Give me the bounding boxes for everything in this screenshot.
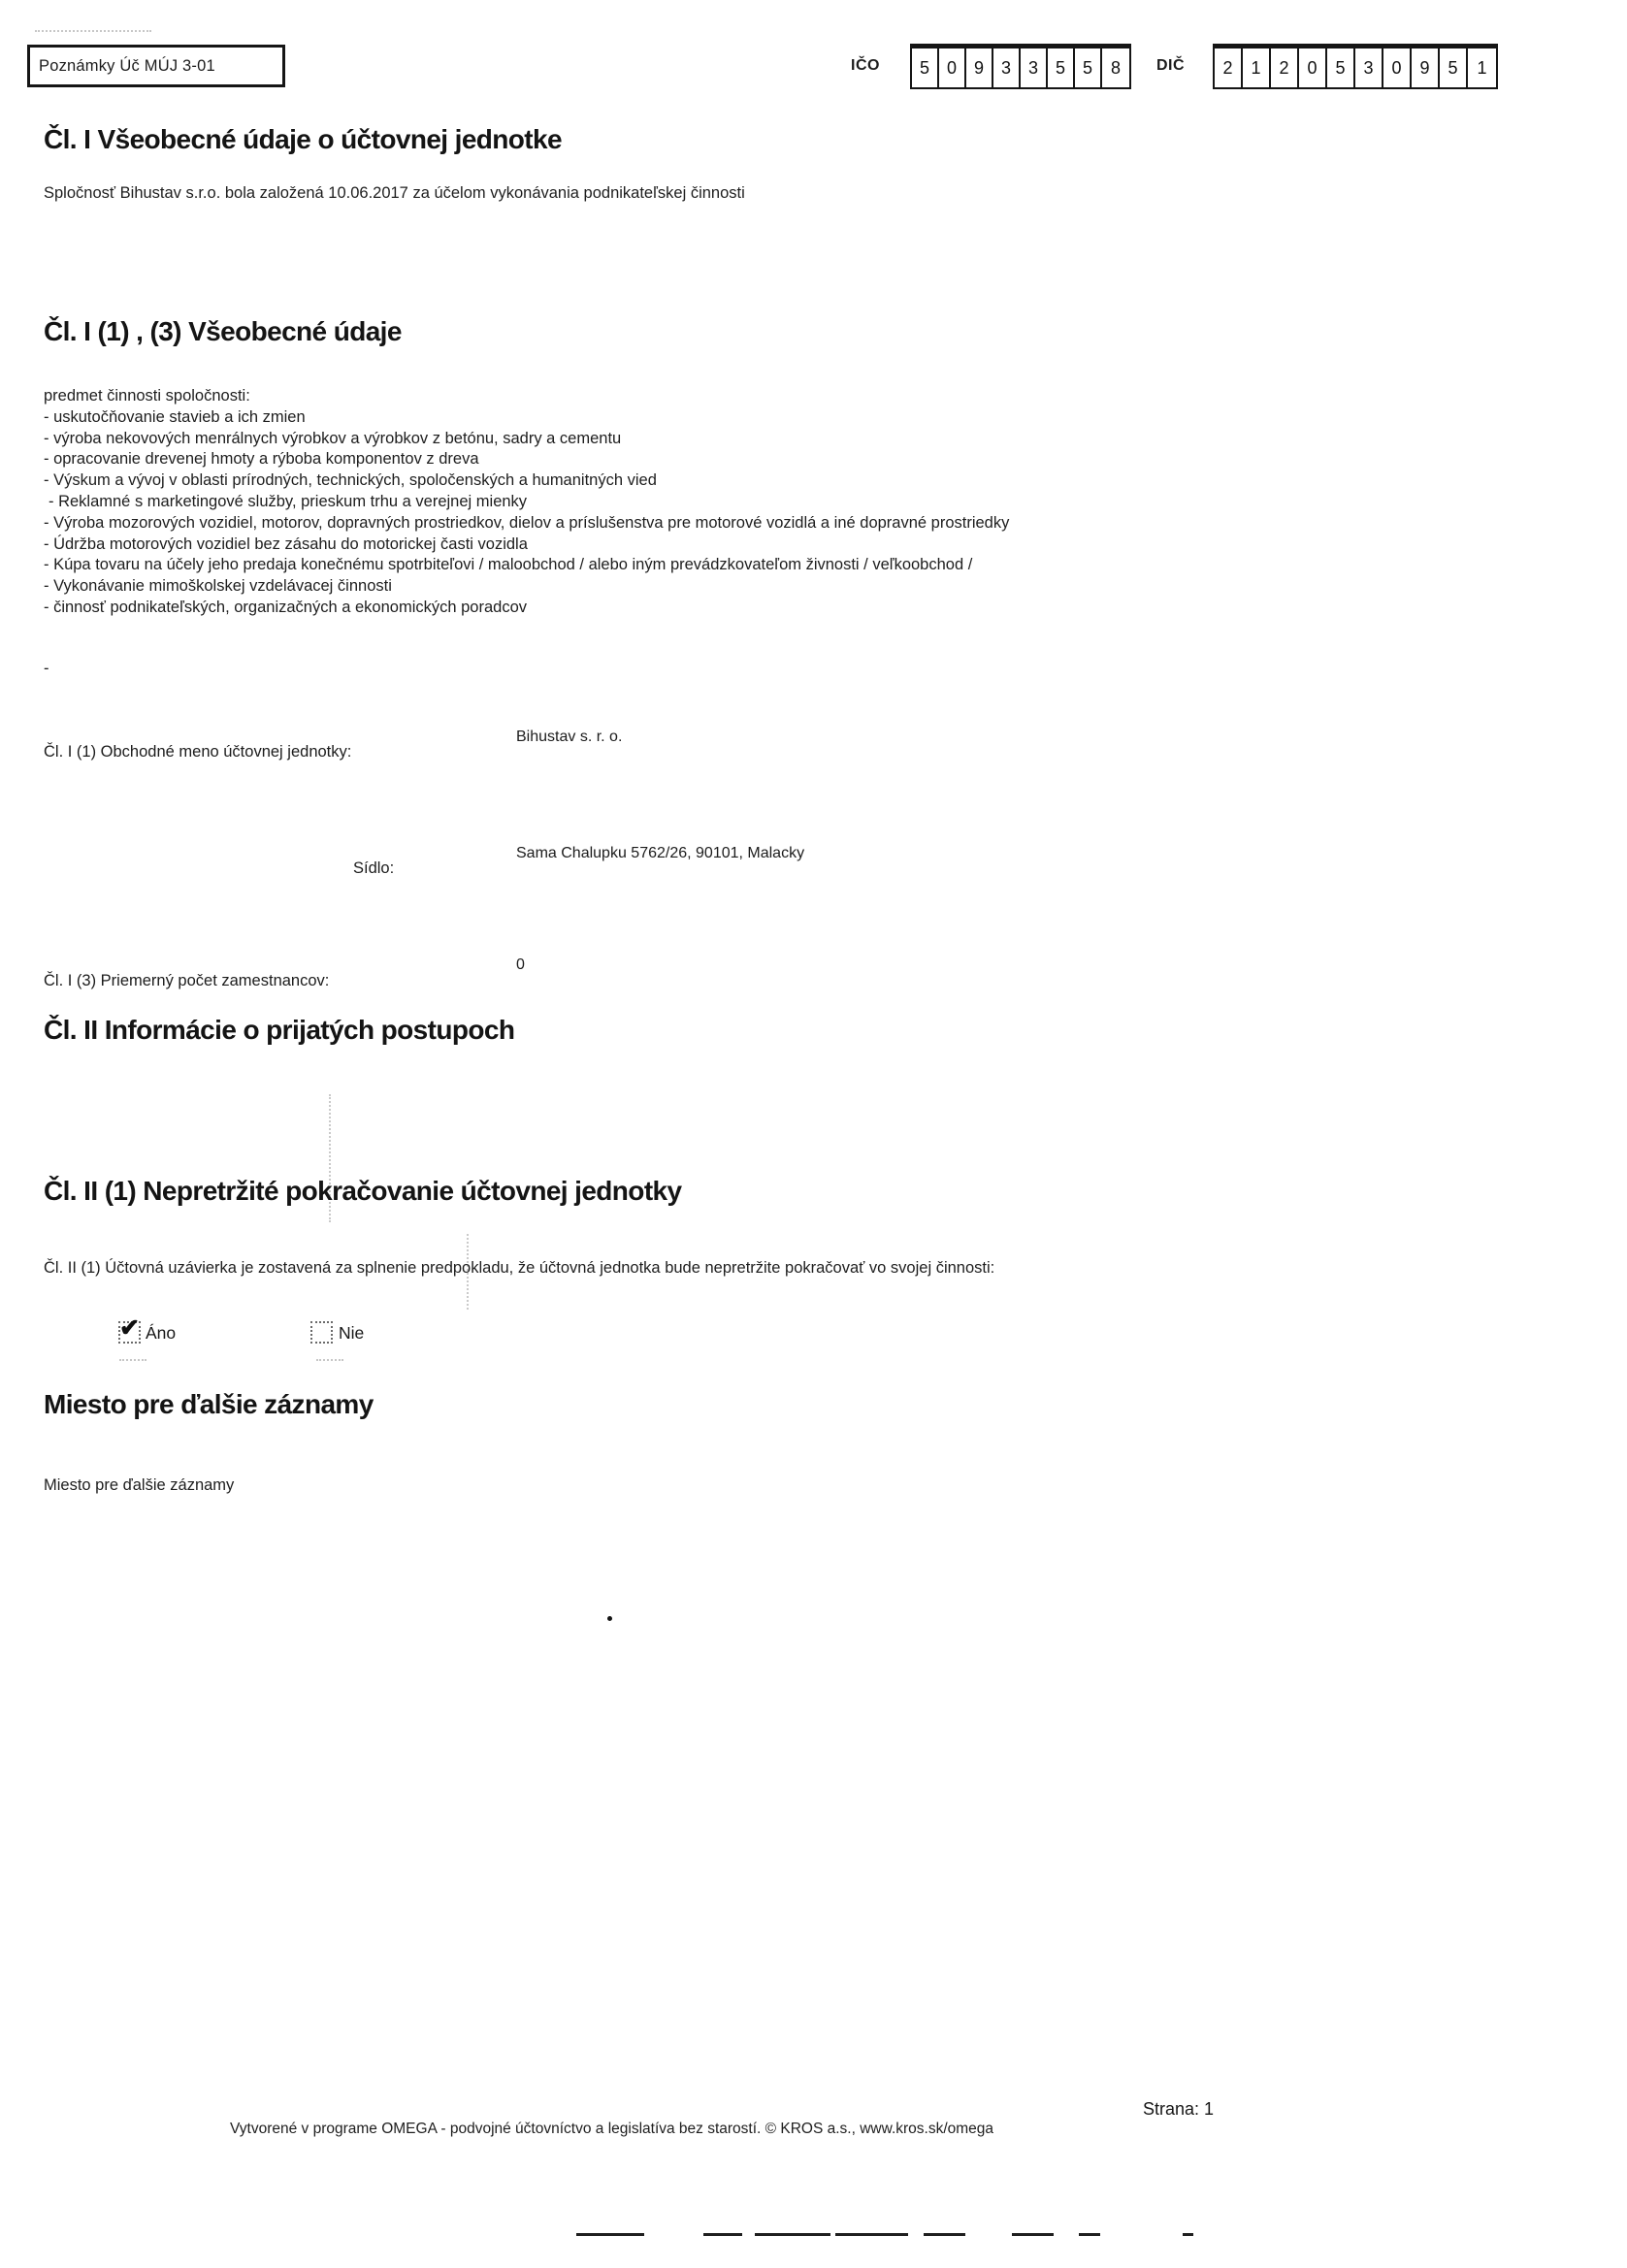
ico-digit-grid	[910, 44, 1131, 89]
ico-label: IČO	[851, 57, 880, 74]
ico-digit: 5	[1048, 49, 1075, 87]
form-code-box	[27, 45, 285, 87]
ico-digit: 8	[1110, 57, 1121, 78]
scan-artifact-dash	[1079, 2233, 1100, 2236]
list-item: - uskutočňovanie stavieb a ich zmien	[44, 407, 306, 426]
checkmark-icon: ✔	[119, 1314, 140, 1342]
section4-title: Čl. II (1) Nepretržité pokračovanie účtovnej jednotky	[44, 1176, 682, 1206]
ico-digit: 5	[1075, 49, 1102, 87]
registered-office-label: Sídlo:	[353, 859, 395, 877]
dic-digit: 1	[1243, 49, 1271, 87]
checkbox-yes[interactable]	[118, 1314, 141, 1344]
dic-digit: 9	[1412, 49, 1440, 87]
dic-digit: 2	[1271, 49, 1299, 87]
scan-artifact-dash	[835, 2233, 908, 2236]
list-item: - Kúpa tovaru na účely jeho predaja konečnému spotrbiteľovi / maloobchod / alebo iným prevádzkovateľom živnosti / veľkoobchod /	[44, 556, 973, 574]
list-item: - opracovanie drevenej hmoty a rýboba komponentov z dreva	[44, 450, 479, 469]
section3-title: Čl. II Informácie o prijatých postupoch	[44, 1015, 515, 1045]
scan-artifact-dash	[1012, 2233, 1054, 2236]
business-name-label: Čl. I (1) Obchodné meno účtovnej jednotky:	[44, 743, 352, 761]
list-item: - Výroba mozorových vozidiel, motorov, dopravných prostriedkov, dielov a príslušenstva pre motorové vozidlá a iné dopravné prostriedky	[44, 513, 1010, 532]
dic-digit: 2	[1215, 49, 1243, 87]
section5-body: Miesto pre ďalšie záznamy	[44, 1476, 235, 1494]
dic-digit: 1	[1477, 57, 1487, 78]
avg-employees-value: 0	[516, 956, 525, 973]
business-activities-list	[44, 386, 1009, 619]
form-code: Poznámky Úč MÚJ 3-01	[39, 56, 215, 75]
list-item: - Údržba motorových vozidiel bez zásahu do motorickej časti vozidla	[44, 535, 528, 553]
list-intro: predmet činnosti spoločnosti:	[44, 387, 250, 405]
section1-body: Spločnosť Bihustav s.r.o. bola založená 10.06.2017 za účelom vykonávania podnikateľskej činnosti	[44, 184, 745, 202]
section1-title: Čl. I Všeobecné údaje o účtovnej jednotke	[44, 124, 562, 154]
scan-artifact-dot	[607, 1616, 612, 1621]
scan-artifact-dash	[924, 2233, 965, 2236]
checkbox-no[interactable]	[310, 1321, 333, 1344]
ico-digit: 9	[966, 49, 993, 87]
list-item: - Výskum a vývoj v oblasti prírodných, technických, spoločenských a humanitných vied	[44, 471, 657, 490]
checkbox-yes-label: Áno	[146, 1323, 177, 1343]
ico-digit: 3	[1021, 49, 1048, 87]
scan-artifact-dash	[576, 2233, 644, 2236]
checkbox-no-label: Nie	[339, 1323, 365, 1343]
registered-office-value: Sama Chalupku 5762/26, 90101, Malacky	[516, 845, 805, 861]
dic-digit: 5	[1327, 49, 1355, 87]
dic-digit: 5	[1440, 49, 1468, 87]
business-name-value: Bihustav s. r. o.	[516, 729, 623, 745]
page-number: Strana: 1	[1143, 2099, 1215, 2119]
list-item: - činnosť podnikateľských, organizačných a ekonomických poradcov	[44, 598, 528, 616]
dic-label: DIČ	[1156, 57, 1186, 74]
footer-credit: Vytvorené v programe OMEGA - podvojné účtovníctvo a legislatíva bez starostí. © KROS a.s., www.kros.sk/omega	[230, 2121, 994, 2137]
section2-title: Čl. I (1) , (3) Všeobecné údaje	[44, 316, 402, 346]
section5-title: Miesto pre ďalšie záznamy	[44, 1389, 374, 1419]
scan-artifact-dash	[703, 2233, 742, 2236]
dic-digit: 0	[1299, 49, 1327, 87]
avg-employees-label: Čl. I (3) Priemerný počet zamestnancov:	[44, 972, 330, 989]
dic-digit-grid	[1213, 44, 1498, 89]
list-item: - výroba nekovových menrálnych výrobkov a výrobkov z betónu, sadry a cementu	[44, 429, 622, 447]
stray-dash: -	[44, 660, 49, 677]
scan-artifact-dash	[1183, 2233, 1193, 2236]
ico-digit: 0	[939, 49, 966, 87]
dic-digit: 0	[1383, 49, 1412, 87]
scan-artifact-dash	[755, 2233, 830, 2236]
dic-digit: 3	[1355, 49, 1383, 87]
ico-digit: 3	[993, 49, 1021, 87]
scan-artifact	[119, 1359, 146, 1361]
scan-artifact	[316, 1359, 343, 1361]
list-item: - Vykonávanie mimoškolskej vzdelávacej činnosti	[44, 577, 392, 596]
list-item: - Reklamné s marketingové služby, prieskum trhu a verejnej mienky	[49, 492, 528, 510]
scan-artifact	[35, 30, 151, 32]
ico-digit: 5	[912, 49, 939, 87]
section4-body: Čl. II (1) Účtovná uzávierka je zostavená za splnenie predpokladu, že účtovná jednotka bude nepretržite pokračovať vo svojej činnosti:	[44, 1259, 995, 1277]
